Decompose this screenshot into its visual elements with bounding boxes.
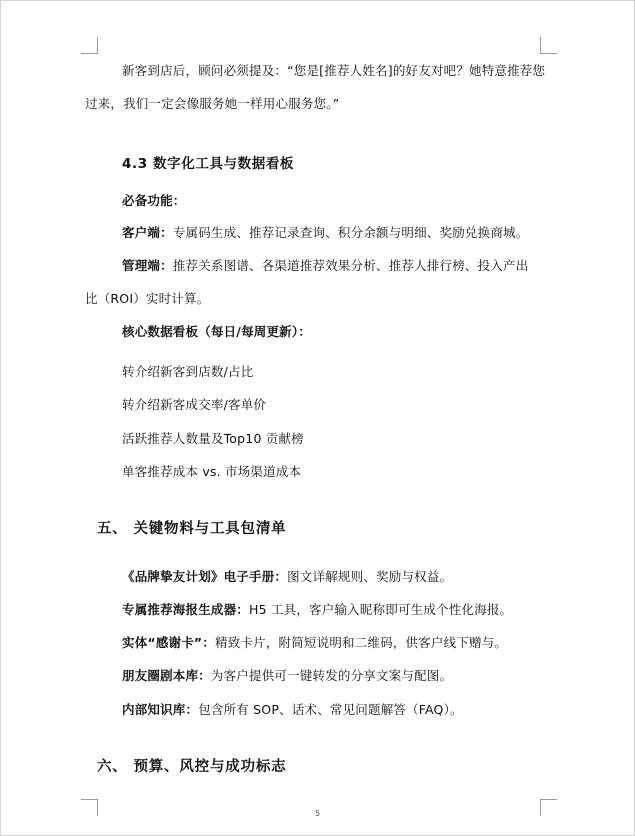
materials-item-text: 为客户提供可一键转发的分享文案与配图。 [210, 668, 453, 683]
section-5-heading: 五、 关键物料与工具包清单 [97, 521, 287, 537]
materials-item-text: 图文详解规则、奖励与权益。 [287, 569, 453, 584]
section-6-heading: 六、 预算、风控与成功标志 [97, 759, 287, 775]
client-side-label: 客户端： [122, 225, 173, 240]
materials-item-label: 内部知识库： [122, 702, 199, 717]
materials-item-label: 实体“感谢卡”： [122, 635, 216, 650]
materials-item [122, 602, 512, 618]
page-number: 5 [314, 809, 321, 818]
crop-mark-top-right [540, 37, 557, 54]
intro-paragraph-line2: 过来，我们一定会像服务她一样用心服务您。” [85, 96, 340, 111]
materials-item [122, 635, 507, 651]
materials-item [122, 702, 463, 718]
materials-item-label: 朋友圈剧本库： [122, 668, 211, 683]
client-side-text: 专属码生成、推荐记录查询、积分余额与明细、奖励兑换商城。 [172, 225, 529, 240]
dashboard-item: 单客推荐成本 vs. 市场渠道成本 [122, 464, 302, 479]
admin-side-label: 管理端： [122, 258, 173, 273]
materials-item [122, 569, 452, 585]
admin-side-text-line2: 比（ROI）实时计算。 [85, 291, 210, 306]
materials-item [122, 668, 452, 684]
must-have-label: 必备功能： [122, 193, 186, 208]
section-4-3-heading: 4.3 数字化工具与数据看板 [122, 156, 295, 172]
dashboard-label: 核心数据看板（每日/每周更新）： [122, 324, 312, 339]
materials-item-label: 《品牌挚友计划》电子手册： [122, 569, 288, 584]
materials-item-text: 包含所有 SOP、话术、常见问题解答（FAQ）。 [198, 702, 463, 717]
intro-paragraph-line1: 新客到店后，顾问必须提及：“您是[推荐人姓名]的好友对吧？她特意推荐您 [122, 63, 546, 78]
dashboard-item: 转介绍新客到店数/占比 [122, 364, 254, 379]
dashboard-item: 活跃推荐人数量及Top10 贡献榜 [122, 431, 304, 446]
materials-item-label: 专属推荐海报生成器： [122, 602, 250, 617]
materials-item-text: 精致卡片，附简短说明和二维码，供客户线下赠与。 [215, 635, 508, 650]
admin-side-line [122, 258, 528, 274]
dashboard-item: 转介绍新客成交率/客单价 [122, 397, 267, 412]
client-side-line [122, 225, 528, 241]
crop-mark-top-left [81, 37, 98, 54]
admin-side-text: 推荐关系图谱、各渠道推荐效果分析、推荐人排行榜、投入产出 [172, 258, 529, 273]
materials-item-text: H5 工具，客户输入昵称即可生成个性化海报。 [249, 602, 513, 617]
